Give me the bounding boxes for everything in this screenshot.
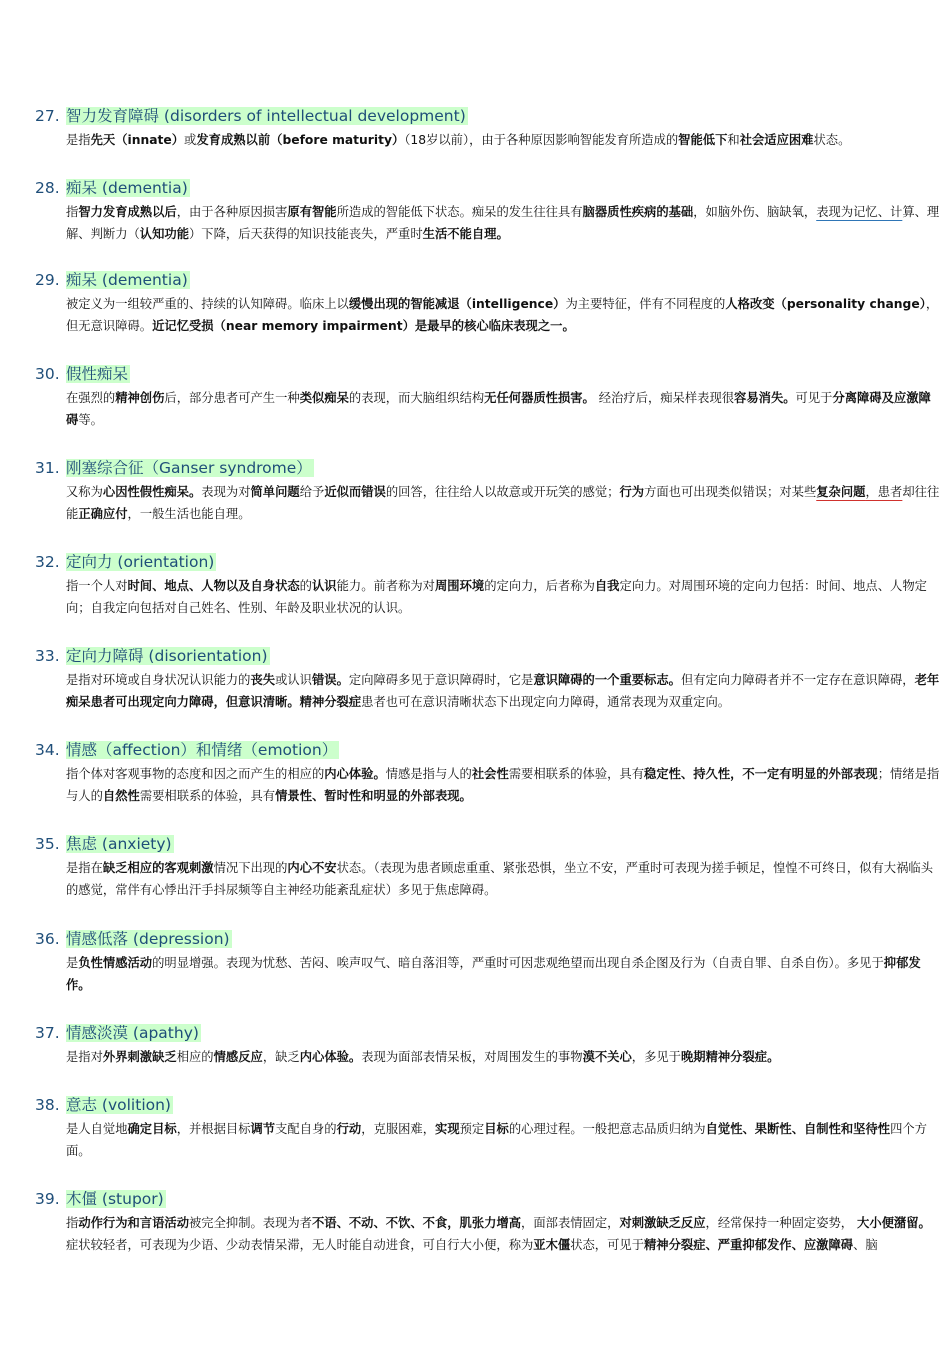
emphasis-text: 认知功能 [139, 227, 189, 241]
entry-heading [35, 175, 943, 201]
glossary-entry [35, 1020, 943, 1068]
emphasis-text: 漠不关心 [582, 1050, 632, 1064]
entry-definition [66, 201, 941, 245]
entry-number: 34. [35, 741, 60, 759]
entry-term: 刚塞综合征（Ganser syndrome） [66, 459, 312, 477]
entry-definition [66, 1212, 941, 1256]
glossary-entry [35, 267, 943, 337]
definition-text: 算、理解、判断力（ [66, 205, 940, 241]
emphasis-text: 生活不能自理。 [422, 227, 509, 241]
entry-term: 假性痴呆 [66, 365, 129, 383]
definition-text: 或认识 [275, 673, 312, 687]
definition-text: 指个体对客观事物的态度和因之而产生的相应的 [66, 767, 325, 781]
definition-text: 情况下出现的 [213, 861, 288, 875]
entry-term: 智力发育障碍 (disorders of intellectual development) [66, 107, 466, 125]
entry-definition [66, 1046, 941, 1068]
emphasis-text: 时间、地点、人物以及自身状态 [127, 579, 300, 593]
definition-text: ，缺乏 [262, 1050, 300, 1064]
definition-text: 等。 [78, 413, 103, 427]
definition-text: 定向障碍多见于意识障碍时，它是 [348, 673, 534, 687]
emphasis-text: 行为 [619, 485, 645, 499]
definition-text: 却往往能 [66, 485, 940, 521]
entry-definition [66, 481, 941, 525]
definition-text: 的心理过程。一般把意志品质归纳为 [508, 1122, 706, 1136]
glossary-entry [35, 737, 943, 807]
definition-text: 症状较轻者，可表现为少语、少动表情呆滞，无人时能自动进食，可自行大小便，称为 [66, 1238, 534, 1252]
entry-number: 33. [35, 647, 60, 665]
definition-text: ，经常保持一种固定姿势， [705, 1216, 858, 1230]
definition-text: 给予 [299, 485, 325, 499]
entry-term: 情感淡漠 (apathy) [66, 1024, 199, 1042]
entry-term: 痴呆 (dementia) [66, 179, 188, 197]
entry-term: 定向力 (orientation) [66, 553, 215, 571]
definition-text: ；情绪是指与人的 [66, 767, 940, 803]
emphasis-text: 近似而错误 [324, 485, 386, 499]
glossary-entry [35, 926, 943, 996]
definition-text: ，由于各种原因损害 [176, 205, 288, 219]
definition-text: 需要相联系的体验，具有 [139, 789, 276, 803]
entry-definition [66, 857, 941, 901]
definition-text: 或 [184, 133, 197, 147]
entry-number: 39. [35, 1190, 60, 1208]
emphasis-text: 类似痴呆 [299, 391, 349, 405]
glossary-entry [35, 455, 943, 525]
entry-number: 31. [35, 459, 60, 477]
definition-text: ，多见于 [631, 1050, 681, 1064]
entry-heading [35, 926, 943, 952]
definition-text: 状态。 [813, 133, 851, 147]
definition-text: 但有定向力障碍者并不一定存在意识障碍， [680, 673, 915, 687]
entry-number: 37. [35, 1024, 60, 1042]
emphasis-text: 老年痴呆患者可出现定向力障碍，但意识清晰。精神分裂症 [66, 673, 940, 709]
emphasis-text: 智力发育成熟以后 [78, 205, 177, 219]
emphasis-text: 近记忆受损（near memory impairment）是最早的核心临床表现之一。 [152, 319, 575, 333]
entry-term: 木僵 (stupor) [66, 1190, 164, 1208]
definition-text: 需要相联系的体验，具有 [508, 767, 645, 781]
emphasis-text: 内心体验。 [324, 767, 386, 781]
entry-heading [35, 549, 943, 575]
emphasis-text: 认识 [311, 579, 337, 593]
emphasis-text: 容易消失。 [734, 391, 796, 405]
definition-text: 所造成的智能低下状态。痴呆的发生往往具有 [336, 205, 583, 219]
definition-text: 是人自觉地 [66, 1122, 128, 1136]
emphasis-text: 稳定性、持久性，不一定有明显的外部表现 [644, 767, 878, 781]
entry-definition [66, 763, 941, 807]
definition-text: 经治疗后，痴呆样表现很 [594, 391, 735, 405]
entry-heading [35, 361, 943, 387]
definition-text: 被定义为一组较严重的、持续的认知障碍。临床上以 [66, 297, 349, 311]
definition-text: 的 [299, 579, 312, 593]
definition-text: 方面也可出现类似错误；对某些 [644, 485, 817, 499]
entry-term: 焦虑 (anxiety) [66, 835, 172, 853]
definition-text: 和 [727, 133, 740, 147]
emphasis-text: 自然性 [102, 789, 140, 803]
emphasis-text: 脑器质性疾病的基础 [582, 205, 694, 219]
emphasis-text: 精神创伤 [115, 391, 165, 405]
emphasis-text: 情景性、暂时性和明显的外部表现。 [275, 789, 472, 803]
emphasis-text: 内心不安 [287, 861, 337, 875]
emphasis-text: 确定目标 [127, 1122, 177, 1136]
glossary-entry [35, 1186, 943, 1256]
emphasis-text: 发育成熟以前（before maturity） [196, 133, 405, 147]
entry-number: 32. [35, 553, 60, 571]
entry-definition [66, 387, 941, 431]
definition-text: 情感是指与人的 [385, 767, 472, 781]
definition-text: 是指在 [66, 861, 103, 875]
entry-term: 定向力障碍 (disorientation) [66, 647, 268, 665]
entry-number: 29. [35, 271, 60, 289]
emphasis-text: 行动 [336, 1122, 362, 1136]
entry-definition [66, 575, 941, 619]
definition-text: ）下降，后天获得的知识技能丧失，严重时 [189, 227, 423, 241]
entry-term: 意志 (volition) [66, 1096, 171, 1114]
emphasis-text: 自觉性、果断性、自制性和坚待性 [705, 1122, 891, 1136]
definition-text: ，面部表情固定， [521, 1216, 620, 1230]
emphasis-text: 缺乏相应的客观刺激 [102, 861, 214, 875]
emphasis-text: 自我 [594, 579, 620, 593]
definition-text: ，患者 [865, 485, 903, 499]
emphasis-text: 无任何器质性损害。 [484, 391, 595, 405]
entry-heading [35, 103, 943, 129]
definition-text: 后，部分患者可产生一种 [164, 391, 300, 405]
emphasis-text: 错误。 [311, 673, 349, 687]
emphasis-text: 缓慢出现的智能减退（intelligence） [348, 297, 566, 311]
entry-heading [35, 1020, 943, 1046]
definition-text: 是 [66, 956, 79, 970]
definition-text: 状态，可见于 [570, 1238, 644, 1252]
emphasis-text: 抑郁发作。 [66, 956, 921, 992]
definition-text: 为主要特征，伴有不同程度的 [565, 297, 726, 311]
entry-heading [35, 831, 943, 857]
entry-definition [66, 129, 941, 151]
emphasis-text: 社会性 [471, 767, 509, 781]
entry-term: 痴呆 (dementia) [66, 271, 188, 289]
definition-text: 是指对 [66, 1050, 103, 1064]
entry-heading [35, 643, 943, 669]
emphasis-text: 负性情感活动 [78, 956, 153, 970]
glossary-entry [35, 1092, 943, 1162]
emphasis-text: 实现 [435, 1122, 460, 1136]
entry-heading [35, 455, 943, 481]
definition-text: 的回答，往往给人以故意或开玩笑的感觉； [385, 485, 620, 499]
entry-number: 36. [35, 930, 60, 948]
definition-text: 的明显增强。表现为忧愁、苦闷、唉声叹气、暗自落泪等，严重时可因悲观绝望而出现自杀企图及行为（自责自罪、自杀自伤）。多见于 [152, 956, 884, 970]
entry-number: 35. [35, 835, 60, 853]
definition-text: 定向力。对周围环境的定向力包括：时间、地点、人物定向；自我定向包括对自己姓名、性别、年龄及职业状况的认识。 [66, 579, 927, 615]
emphasis-text: 社会适应困难 [739, 133, 814, 147]
definition-text: 支配自身的 [275, 1122, 337, 1136]
emphasis-text: 智能低下 [678, 133, 728, 147]
emphasis-text: 外界刺激缺乏 [102, 1050, 177, 1064]
definition-text: 相应的 [176, 1050, 214, 1064]
emphasis-text: 复杂问题 [816, 485, 866, 499]
emphasis-text: 先天（innate） [90, 133, 185, 147]
definition-text: 指一个人对 [66, 579, 128, 593]
definition-text: 是指 [66, 133, 91, 147]
emphasis-text: 正确应付 [78, 507, 128, 521]
definition-text: （18岁以前），由于各种原因影响智能发育所造成的 [404, 133, 679, 147]
glossary-entry [35, 831, 943, 901]
definition-text: 指 [66, 1216, 79, 1230]
emphasis-text: 人格改变（personality change） [725, 297, 926, 311]
definition-text: ，克服困难， [361, 1122, 436, 1136]
definition-text: 表现为面部表情呆板，对周围发生的事物 [361, 1050, 583, 1064]
entry-definition [66, 1118, 941, 1162]
emphasis-text: 简单问题 [250, 485, 300, 499]
entry-number: 38. [35, 1096, 60, 1114]
entry-number: 28. [35, 179, 60, 197]
definition-text: 、脑 [853, 1238, 878, 1252]
entry-definition [66, 952, 941, 996]
glossary-entry [35, 549, 943, 619]
definition-text: ，如脑外伤、脑缺氧， [693, 205, 817, 219]
definition-text: 能力。前者称为对 [336, 579, 435, 593]
definition-text: 可见于 [795, 391, 833, 405]
glossary-entry [35, 103, 943, 151]
emphasis-text: 目标 [484, 1122, 509, 1136]
entry-heading [35, 1092, 943, 1118]
definition-text: ，并根据目标 [176, 1122, 251, 1136]
definition-text: 表现为记忆、计 [816, 205, 903, 219]
entry-number: 27. [35, 107, 60, 125]
emphasis-text: 心因性假性痴呆。 [102, 485, 202, 499]
definition-text: 预定 [459, 1122, 485, 1136]
emphasis-text: 调节 [250, 1122, 276, 1136]
definition-text: 在强烈的 [66, 391, 116, 405]
definition-text: 又称为 [66, 485, 103, 499]
emphasis-text: 意识障碍的一个重要标志。 [533, 673, 681, 687]
definition-text: 状态。（表现为患者顾虑重重、紧张恐惧，坐立不安，严重时可表现为搓手顿足，惶惶不可终日，似有大祸临头的感觉，常伴有心悸出汗手抖尿频等自主神经功能紊乱症状）多见于焦虑障碍。 [66, 861, 933, 897]
emphasis-text: 精神分裂症、严重抑郁发作、应激障碍 [644, 1238, 854, 1252]
glossary-entry [35, 361, 943, 431]
entry-definition [66, 669, 941, 713]
entry-heading [35, 737, 943, 763]
emphasis-text: 亚木僵 [533, 1238, 571, 1252]
definition-text: ，一般生活也能自理。 [127, 507, 251, 521]
definition-text: 患者也可在意识清晰状态下出现定向力障碍，通常表现为双重定向。 [361, 695, 731, 709]
definition-text: 被完全抑制。表现为者 [189, 1216, 312, 1230]
definition-text: 表现为对 [201, 485, 251, 499]
entry-heading [35, 267, 943, 293]
definition-text: 是指对环境或自身状况认识能力的 [66, 673, 251, 687]
definition-text: ，但无意识障碍。 [66, 297, 939, 333]
entry-term: 情感低落 (depression) [66, 930, 230, 948]
emphasis-text: 大小便潴留。 [857, 1216, 931, 1230]
definition-text: 的表现，而大脑组织结构 [348, 391, 485, 405]
definition-text: 的定向力，后者称为 [484, 579, 595, 593]
emphasis-text: 对刺激缺乏反应 [619, 1216, 706, 1230]
glossary-entry [35, 175, 943, 245]
emphasis-text: 晚期精神分裂症。 [680, 1050, 780, 1064]
emphasis-text: 丧失 [250, 673, 276, 687]
emphasis-text: 原有智能 [287, 205, 337, 219]
emphasis-text: 不语、不动、不饮、不食，肌张力增高 [311, 1216, 522, 1230]
entry-definition [66, 293, 941, 337]
emphasis-text: 分离障碍及应激障碍 [66, 391, 931, 427]
emphasis-text: 动作行为和言语活动 [78, 1216, 189, 1230]
entry-heading [35, 1186, 943, 1212]
emphasis-text: 周围环境 [434, 579, 485, 593]
entry-term: 情感（affection）和情绪（emotion） [66, 741, 338, 759]
emphasis-text: 情感反应 [213, 1050, 263, 1064]
glossary-entry [35, 643, 943, 713]
emphasis-text: 内心体验。 [299, 1050, 362, 1064]
definition-text: 指 [66, 205, 79, 219]
entry-number: 30. [35, 365, 60, 383]
definition-text: 四个方面。 [66, 1122, 927, 1158]
